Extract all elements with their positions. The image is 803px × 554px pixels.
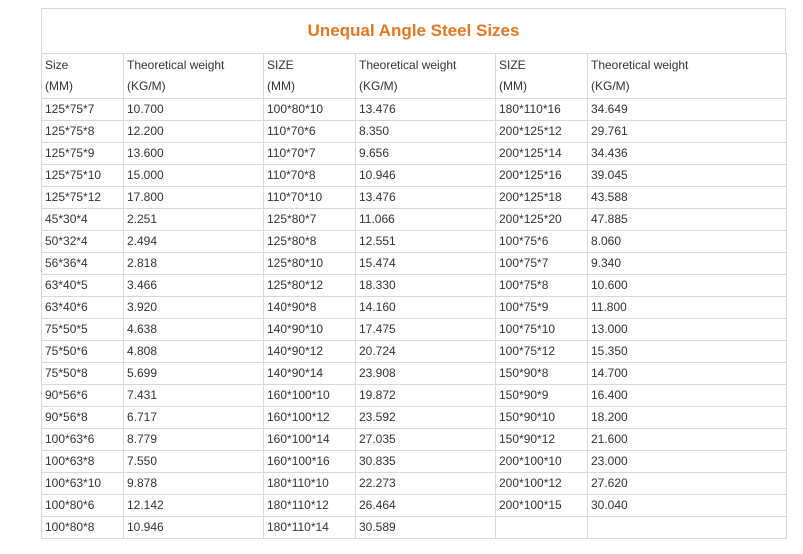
size-cell: 160*100*14 bbox=[264, 429, 356, 451]
size-cell: 150*90*12 bbox=[496, 429, 588, 451]
size-cell: 50*32*4 bbox=[42, 231, 124, 253]
weight-header-text: Theoretical weight bbox=[591, 58, 689, 72]
weight-cell: 10.600 bbox=[588, 275, 787, 297]
size-cell: 110*70*8 bbox=[264, 165, 356, 187]
size-cell: 150*90*9 bbox=[496, 385, 588, 407]
weight-cell: 15.000 bbox=[124, 165, 264, 187]
size-cell: 100*75*9 bbox=[496, 297, 588, 319]
weight-cell: 14.160 bbox=[356, 297, 496, 319]
size-cell: 180*110*16 bbox=[496, 99, 588, 121]
weight-cell: 11.066 bbox=[356, 209, 496, 231]
weight-cell: 27.035 bbox=[356, 429, 496, 451]
size-cell: 200*125*14 bbox=[496, 143, 588, 165]
size-header-text: Size bbox=[45, 58, 69, 72]
size-cell: 125*75*8 bbox=[42, 121, 124, 143]
size-cell: 200*100*12 bbox=[496, 473, 588, 495]
weight-cell: 11.800 bbox=[588, 297, 787, 319]
table-row bbox=[42, 187, 787, 209]
weight-cell: 2.494 bbox=[124, 231, 264, 253]
size-cell: 125*75*10 bbox=[42, 165, 124, 187]
table-row bbox=[42, 385, 787, 407]
size-cell: 140*90*12 bbox=[264, 341, 356, 363]
size-cell: 125*80*10 bbox=[264, 253, 356, 275]
header-row bbox=[42, 54, 787, 99]
size-cell: 100*80*8 bbox=[42, 517, 124, 539]
weight-cell: 12.200 bbox=[124, 121, 264, 143]
table-title-bar bbox=[41, 8, 786, 53]
size-cell: 200*125*18 bbox=[496, 187, 588, 209]
weight-cell: 8.779 bbox=[124, 429, 264, 451]
weight-cell: 22.273 bbox=[356, 473, 496, 495]
table-row bbox=[42, 121, 787, 143]
table-row bbox=[42, 473, 787, 495]
table-row bbox=[42, 517, 787, 539]
weight-header bbox=[356, 54, 496, 99]
weight-cell: 13.476 bbox=[356, 99, 496, 121]
weight-cell: 21.600 bbox=[588, 429, 787, 451]
steel-table-container bbox=[41, 8, 786, 539]
size-header-text: (MM) bbox=[267, 79, 295, 93]
size-cell: 140*90*14 bbox=[264, 363, 356, 385]
size-cell: 200*100*15 bbox=[496, 495, 588, 517]
size-cell: 125*80*8 bbox=[264, 231, 356, 253]
size-cell: 90*56*8 bbox=[42, 407, 124, 429]
weight-cell: 12.142 bbox=[124, 495, 264, 517]
weight-cell: 23.000 bbox=[588, 451, 787, 473]
size-cell: 100*75*12 bbox=[496, 341, 588, 363]
size-cell: 75*50*6 bbox=[42, 341, 124, 363]
weight-cell: 27.620 bbox=[588, 473, 787, 495]
weight-cell: 18.200 bbox=[588, 407, 787, 429]
table-row bbox=[42, 363, 787, 385]
size-cell: 100*75*8 bbox=[496, 275, 588, 297]
size-header bbox=[42, 54, 124, 99]
weight-cell: 43.588 bbox=[588, 187, 787, 209]
weight-cell: 10.700 bbox=[124, 99, 264, 121]
weight-cell: 29.761 bbox=[588, 121, 787, 143]
size-cell: 200*125*20 bbox=[496, 209, 588, 231]
weight-cell: 13.600 bbox=[124, 143, 264, 165]
weight-cell: 12.551 bbox=[356, 231, 496, 253]
size-cell: 110*70*10 bbox=[264, 187, 356, 209]
weight-cell bbox=[588, 517, 787, 539]
size-cell: 100*63*10 bbox=[42, 473, 124, 495]
weight-cell: 16.400 bbox=[588, 385, 787, 407]
size-cell: 110*70*6 bbox=[264, 121, 356, 143]
weight-header-text: (KG/M) bbox=[127, 79, 166, 93]
weight-cell: 15.350 bbox=[588, 341, 787, 363]
weight-cell: 4.638 bbox=[124, 319, 264, 341]
table-row bbox=[42, 253, 787, 275]
size-header-text: SIZE bbox=[499, 58, 526, 72]
table-row bbox=[42, 495, 787, 517]
weight-cell: 7.550 bbox=[124, 451, 264, 473]
weight-cell: 26.464 bbox=[356, 495, 496, 517]
weight-cell: 10.946 bbox=[124, 517, 264, 539]
weight-cell: 2.818 bbox=[124, 253, 264, 275]
size-cell: 180*110*12 bbox=[264, 495, 356, 517]
weight-cell: 18.330 bbox=[356, 275, 496, 297]
size-cell: 160*100*12 bbox=[264, 407, 356, 429]
size-cell: 125*75*7 bbox=[42, 99, 124, 121]
weight-cell: 30.040 bbox=[588, 495, 787, 517]
weight-cell: 9.340 bbox=[588, 253, 787, 275]
table-row bbox=[42, 429, 787, 451]
weight-cell: 4.808 bbox=[124, 341, 264, 363]
weight-cell: 20.724 bbox=[356, 341, 496, 363]
size-cell: 75*50*8 bbox=[42, 363, 124, 385]
weight-cell: 3.466 bbox=[124, 275, 264, 297]
size-cell: 56*36*4 bbox=[42, 253, 124, 275]
size-cell: 160*100*16 bbox=[264, 451, 356, 473]
size-cell: 63*40*5 bbox=[42, 275, 124, 297]
size-cell: 125*80*12 bbox=[264, 275, 356, 297]
size-cell: 63*40*6 bbox=[42, 297, 124, 319]
weight-cell: 17.475 bbox=[356, 319, 496, 341]
weight-header bbox=[124, 54, 264, 99]
weight-cell: 2.251 bbox=[124, 209, 264, 231]
steel-sizes-table bbox=[41, 53, 787, 539]
weight-cell: 5.699 bbox=[124, 363, 264, 385]
size-cell: 100*75*7 bbox=[496, 253, 588, 275]
size-cell: 140*90*10 bbox=[264, 319, 356, 341]
weight-cell: 34.436 bbox=[588, 143, 787, 165]
weight-header-text: (KG/M) bbox=[359, 79, 398, 93]
table-row bbox=[42, 451, 787, 473]
size-cell: 100*80*10 bbox=[264, 99, 356, 121]
table-row bbox=[42, 165, 787, 187]
weight-cell: 9.878 bbox=[124, 473, 264, 495]
table-row bbox=[42, 275, 787, 297]
table-row bbox=[42, 297, 787, 319]
weight-cell: 23.592 bbox=[356, 407, 496, 429]
weight-header-text: Theoretical weight bbox=[127, 58, 225, 72]
weight-cell: 9.656 bbox=[356, 143, 496, 165]
size-cell bbox=[496, 517, 588, 539]
weight-header-text: Theoretical weight bbox=[359, 58, 457, 72]
table-row bbox=[42, 143, 787, 165]
size-cell: 180*110*10 bbox=[264, 473, 356, 495]
size-cell: 100*63*6 bbox=[42, 429, 124, 451]
weight-cell: 13.000 bbox=[588, 319, 787, 341]
table-row bbox=[42, 341, 787, 363]
table-title: Unequal Angle Steel Sizes bbox=[307, 21, 520, 40]
size-header bbox=[496, 54, 588, 99]
size-cell: 150*90*8 bbox=[496, 363, 588, 385]
size-cell: 125*75*12 bbox=[42, 187, 124, 209]
size-header-text: (MM) bbox=[499, 79, 527, 93]
size-cell: 200*125*12 bbox=[496, 121, 588, 143]
weight-cell: 6.717 bbox=[124, 407, 264, 429]
size-cell: 125*75*9 bbox=[42, 143, 124, 165]
weight-cell: 23.908 bbox=[356, 363, 496, 385]
weight-cell: 34.649 bbox=[588, 99, 787, 121]
size-cell: 180*110*14 bbox=[264, 517, 356, 539]
weight-cell: 10.946 bbox=[356, 165, 496, 187]
size-cell: 100*80*6 bbox=[42, 495, 124, 517]
size-header-text: (MM) bbox=[45, 79, 73, 93]
size-cell: 100*75*10 bbox=[496, 319, 588, 341]
size-cell: 45*30*4 bbox=[42, 209, 124, 231]
weight-cell: 3.920 bbox=[124, 297, 264, 319]
table-row bbox=[42, 319, 787, 341]
size-cell: 200*100*10 bbox=[496, 451, 588, 473]
weight-cell: 47.885 bbox=[588, 209, 787, 231]
weight-cell: 14.700 bbox=[588, 363, 787, 385]
size-cell: 125*80*7 bbox=[264, 209, 356, 231]
weight-cell: 39.045 bbox=[588, 165, 787, 187]
size-cell: 200*125*16 bbox=[496, 165, 588, 187]
weight-cell: 19.872 bbox=[356, 385, 496, 407]
table-row bbox=[42, 99, 787, 121]
size-cell: 160*100*10 bbox=[264, 385, 356, 407]
weight-cell: 13.476 bbox=[356, 187, 496, 209]
table-row bbox=[42, 231, 787, 253]
size-cell: 90*56*6 bbox=[42, 385, 124, 407]
weight-cell: 8.060 bbox=[588, 231, 787, 253]
weight-cell: 30.835 bbox=[356, 451, 496, 473]
size-cell: 75*50*5 bbox=[42, 319, 124, 341]
weight-cell: 15.474 bbox=[356, 253, 496, 275]
weight-cell: 30.589 bbox=[356, 517, 496, 539]
table-body bbox=[42, 54, 787, 539]
weight-header bbox=[588, 54, 787, 99]
weight-cell: 8.350 bbox=[356, 121, 496, 143]
size-cell: 150*90*10 bbox=[496, 407, 588, 429]
size-cell: 110*70*7 bbox=[264, 143, 356, 165]
table-row bbox=[42, 407, 787, 429]
weight-cell: 17.800 bbox=[124, 187, 264, 209]
weight-header-text: (KG/M) bbox=[591, 79, 630, 93]
table-row bbox=[42, 209, 787, 231]
size-header-text: SIZE bbox=[267, 58, 294, 72]
size-cell: 140*90*8 bbox=[264, 297, 356, 319]
weight-cell: 7.431 bbox=[124, 385, 264, 407]
size-cell: 100*63*8 bbox=[42, 451, 124, 473]
size-cell: 100*75*6 bbox=[496, 231, 588, 253]
size-header bbox=[264, 54, 356, 99]
